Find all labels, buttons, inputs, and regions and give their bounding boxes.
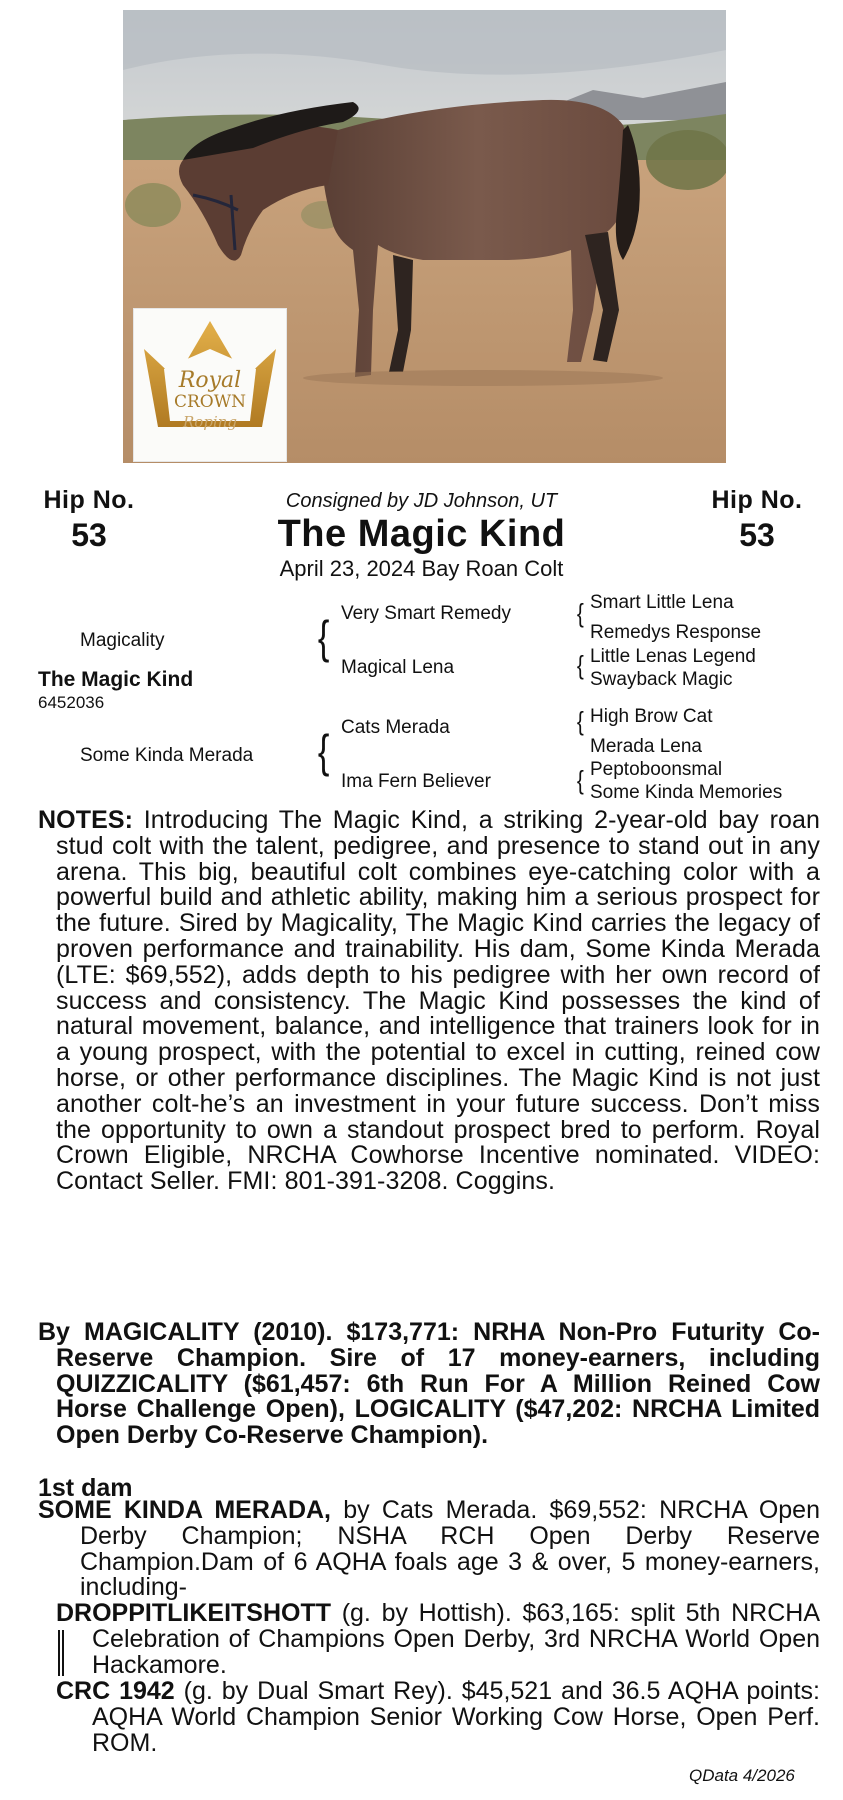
royal-crown-logo (133, 308, 287, 462)
pedigree-ggp: Little Lenas Legend (590, 646, 756, 667)
horse-photo (123, 10, 726, 463)
produce-name: DROPPITLIKEITSHOTT (56, 1599, 331, 1627)
first-dam-name: SOME KINDA MERADA, (38, 1496, 332, 1524)
pedigree-ggp: Remedys Response (590, 622, 762, 643)
produce-text: (g. by Hottish). $63,165: split 5th NRCHA Celebration of Champions Open Derby, 3rd NRCHA World Open Hackamore. (92, 1599, 820, 1679)
qdata-footer: QData 4/2026 (689, 1766, 795, 1785)
hip-number: 53 (71, 517, 107, 553)
svg-text:CROWN: CROWN (173, 392, 247, 412)
pedigree-sire-dam: Magical Lena (341, 657, 455, 678)
produce-text: (g. by Dual Smart Rey). $45,521 and 36.5 AQHA points: AQHA World Champion Senior Working Cow Horse, Open Perf. ROM. (92, 1677, 820, 1757)
notes-section (38, 808, 820, 1195)
svg-text:Royal: Royal (178, 368, 242, 393)
consignor-line: Consigned by JD Johnson, UT (285, 490, 558, 512)
pedigree-registration: 6452036 (38, 693, 105, 712)
pedigree-horse: The Magic Kind (38, 668, 194, 691)
pedigree-sire-sire: Very Smart Remedy (341, 603, 511, 624)
produce-record (56, 1679, 820, 1756)
pedigree-ggp: High Brow Cat (590, 706, 713, 727)
produce-record (56, 1601, 820, 1678)
first-dam-record (38, 1498, 820, 1601)
notes-text: Introducing The Magic Kind, a striking 2-year-old bay roan stud colt with the talent, pedigree, and presence to stand out in any arena. This big, beautiful colt combines eye-catching color with a powerful build and athletic ability, making him a serious prospect for the future. Sired by Magicality, The Magic Kind carries the legacy of proven performance and trainability. His dam, Some Kinda Merada (LTE: $69,552), adds depth to his pedigree with her own record of success and consistency. The Magic Kind possesses the kind of natural movement, balance, and intelligence that trainers look for in a young prospect, with the potential to excel in cutting, reined cow horse, or other performance disciplines. The Magic Kind is not just another colt-he’s an investment in your future success. Don’t miss the opportunity to own a standout prospect bred to perform. Royal Crown Eligible, NRCHA Cowhorse Incentive nominated. VIDEO: Contact Seller. FMI: 801-391-3208. Coggins. (56, 806, 821, 1196)
pedigree-brace-small: { (576, 706, 584, 736)
pedigree-dam: Some Kinda Merada (80, 745, 254, 766)
first-dam-heading: 1st dam (38, 1474, 133, 1502)
double-bar-marker (58, 1630, 64, 1676)
pedigree-brace: { (317, 725, 330, 777)
notes-label: NOTES: (38, 806, 134, 834)
hip-label: Hip No. (43, 486, 135, 514)
pedigree-brace-small: { (576, 650, 584, 680)
pedigree-ggp: Smart Little Lena (590, 592, 734, 613)
pedigree-ggp: Swayback Magic (590, 669, 733, 690)
horse-name-title: The Magic Kind (277, 513, 566, 555)
pedigree-ggp: Peptoboonsmal (590, 759, 723, 780)
sire-record: By MAGICALITY (2010). $173,771: NRHA Non-Pro Futurity Co-Reserve Champion. Sire of 17 money-earners, including QUIZZICALITY ($61,457: 6th Run For A Million Reined Cow Horse Challenge Open), LOGICALITY ($47,202: NRCHA Limited Open Derby Co-Reserve Champion). (38, 1318, 820, 1450)
svg-text:Roping: Roping (183, 413, 237, 431)
pedigree-ggp: Merada Lena (590, 736, 702, 757)
pedigree-sire: Magicality (80, 630, 165, 651)
pedigree-dam-sire: Cats Merada (341, 717, 450, 738)
pedigree-dam-dam: Ima Fern Believer (341, 771, 491, 792)
crown-logo-icon (134, 309, 286, 461)
produce-name: CRC 1942 (56, 1677, 175, 1705)
hip-label: Hip No. (711, 486, 803, 514)
first-dam-text: by Cats Merada. $69,552: NRCHA Open Derby Champion; NSHA RCH Open Derby Reserve Champion.Dam of 6 AQHA foals age 3 & over, 5 money-earners, including- (80, 1496, 820, 1602)
foaling-info: April 23, 2024 Bay Roan Colt (279, 556, 564, 581)
pedigree-brace-small: { (576, 598, 584, 628)
pedigree-brace: { (317, 611, 330, 663)
hip-number: 53 (739, 517, 775, 553)
pedigree-brace-small: { (576, 765, 584, 795)
pedigree-ggp: Some Kinda Memories (590, 782, 783, 803)
